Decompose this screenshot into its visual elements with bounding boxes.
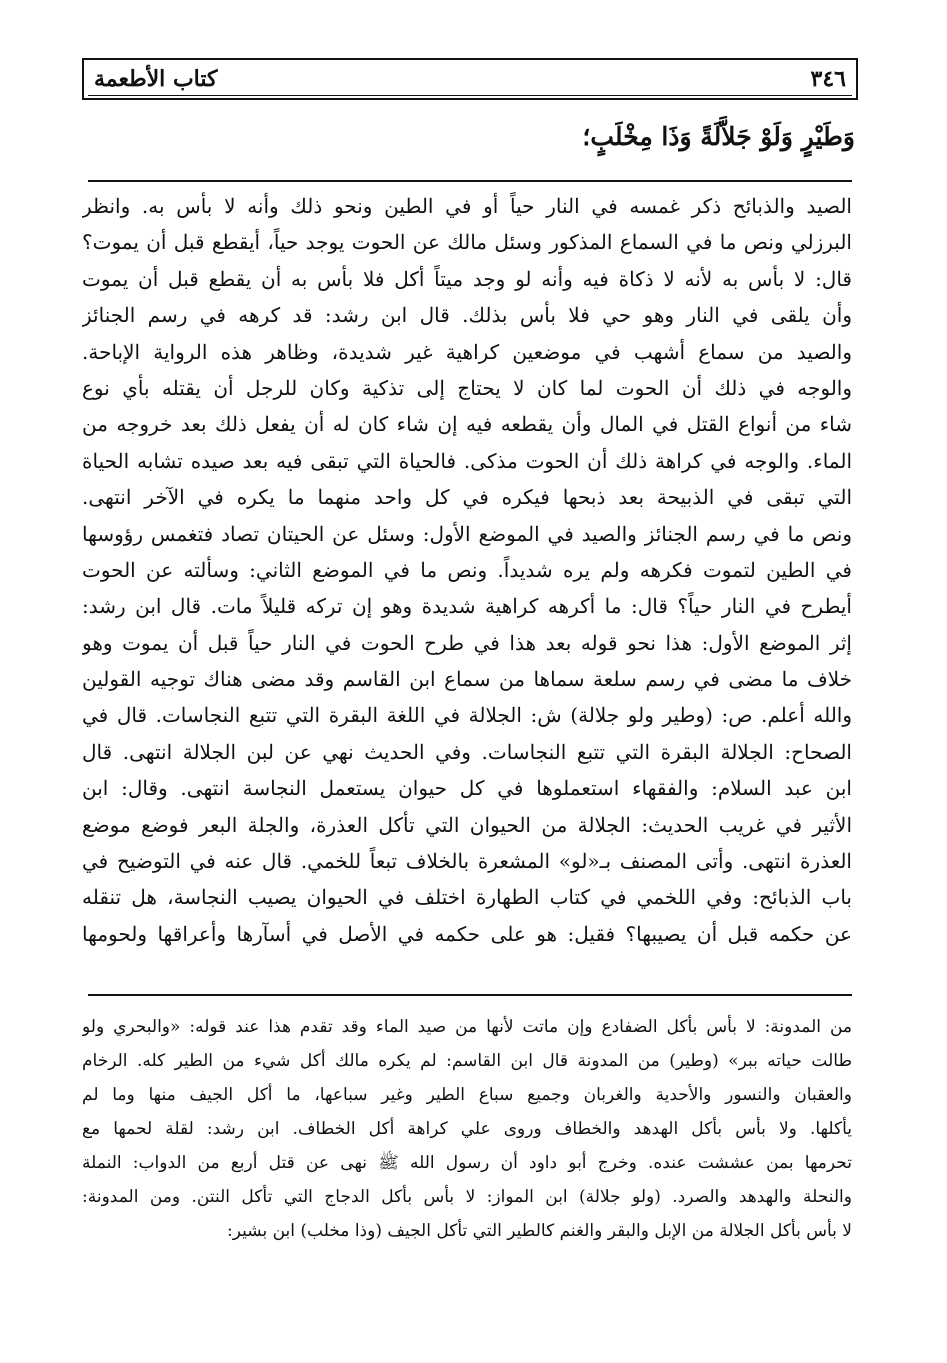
page-number: ٣٤٦ <box>810 65 846 92</box>
commentary-line: الأثير في غريب الحديث: الجلالة من الحيوان التي تأكل العذرة، والجلة البعر فوضع موضع <box>82 812 852 837</box>
footnote-line: والعقبان والنسور والأحدية والغربان وجميع سباع الطير وغير سباعها، ما أكل الجيف منها وما لم <box>82 1085 852 1105</box>
footnote-line: تحرمها بمن عششت عنده. وخرج أبو داود أن رسول الله ﷺ نهى عن قتل أربع من الدواب: النملة <box>82 1153 852 1173</box>
commentary-line: البرزلي ونص ما في السماع المذكور وسئل مالك عن الحوت يوجد حياً، أيقطع قبل أن يموت؟ <box>82 230 852 255</box>
commentary-line: باب الذبائح: وفي اللخمي في كتاب الطهارة اختلف في الحيوان يصيب النجاسة، هل تنقله <box>82 885 852 910</box>
commentary-line: قال: لا بأس به لأنه لا ذكاة فيه وأنه لو وجد ميتاً أكل فلا بأس به أن يقطع قبل أن يموت <box>82 266 852 291</box>
commentary-line: في الطين لتموت فكرهه ولم يره شديداً. ونص ما في الموضع الثاني: وسألته عن الحوت <box>82 557 852 582</box>
commentary-line: التي تبقى في الذبيحة بعد ذبحها فيكره في كل واحد منهما ما يكره في الآخر انتهى. <box>82 485 852 510</box>
commentary-line: خلاف ما مضى في رسم سلعة سماها من سماع ابن القاسم وقد مضى هناك توجيه القولين <box>82 667 852 692</box>
commentary-line: الصحاح: الجلالة البقرة التي تتبع النجاسات. وفي الحديث نهي عن لبن الجلالة انتهى. قال <box>82 739 852 764</box>
matn-verse: وَطَيْرٍ وَلَوْ جَلاَّلَةً وَذَا مِخْلَبٍ؛ <box>582 122 855 151</box>
commentary-line: وأن يلقى في النار وهو حي فلا بأس بذلك. قال ابن رشد: قد كرهه في رسم الجنائز <box>82 303 852 328</box>
footnote-line: والنحلة والهدهد والصرد. (ولو جلالة) ابن المواز: لا بأس بأكل الدجاج التي تأكل النتن. ومن المدونة: <box>82 1187 852 1207</box>
footnotes <box>82 1010 852 1310</box>
matn-divider <box>88 180 852 182</box>
footnote-line: يأكلها. ولا بأس بأكل الهدهد والخطاف وروى علي كراهة أكل الخطاف. ابن رشد: لقلة لحمها مع <box>82 1119 852 1139</box>
commentary-line: ونص ما في رسم الجنائز والصيد في الموضع الأول: وسئل عن الحيتان تصاد فتغمس رؤوسها <box>82 521 852 546</box>
commentary-line: شاء من أنواع القتل في المال وأن يقطعه فيه إن شاء كان له أن يفعل ذلك بعد خروجه من <box>82 412 852 437</box>
commentary-line: والوجه في ذلك أن الحوت لما كان لا يحتاج إلى تذكية وكان للرجل أن يقتله بأي نوع <box>82 375 852 400</box>
commentary-line: ابن عبد السلام: والفقهاء استعملوها في كل حيوان يستعمل النجاسة انتهى. وقال: ابن <box>82 776 852 801</box>
commentary-line: العذرة انتهى. وأتى المصنف بـ«لو» المشعرة بالخلاف تبعاً للخمي. قال عنه في التوضيح في <box>82 849 852 874</box>
commentary-line: والله أعلم. ص: (وطير ولو جلالة) ش: الجلالة في اللغة البقرة التي تتبع النجاسات. قال في <box>82 703 852 728</box>
footnote-line: من المدونة: لا بأس بأكل الضفادع وإن ماتت لأنها من صيد الماء وقد تقدم هذا عند قوله: «والبحري ولو <box>82 1017 852 1037</box>
commentary-line: إثر الموضع الأول: هذا نحو قوله بعد هذا في طرح الحوت في النار حياً قبل أن يموت وهو <box>82 630 852 655</box>
commentary-body <box>82 188 852 988</box>
commentary-line: أيطرح في النار حياً؟ قال: ما أكرهه كراهية شديدة وهو إن تركه قليلاً مات. قال ابن رشد: <box>82 594 852 619</box>
book-title: كتاب الأطعمة <box>94 65 218 92</box>
page-header <box>88 62 852 96</box>
footnote-line: لا بأس بأكل الجلالة من الإبل والبقر والغنم كالطير التي تأكل الجيف (وذا مخلب) ابن بشير: <box>227 1221 852 1241</box>
footnote-line: طالت حياته ببر» (وطير) من المدونة قال ابن القاسم: لم يكره مالك أكل شيء من الطير كله. الرخام <box>82 1051 852 1071</box>
commentary-line: الماء. والوجه في كراهة ذلك أن الحوت مذكى. فالحياة التي تبقى فيه بعد صيده تشابه الحياة <box>82 448 852 473</box>
commentary-line: والصيد من سماع أشهب في موضعين كراهية غير شديدة، وظاهر هذه الرواية الإباحة. <box>82 339 852 364</box>
footnote-divider <box>88 994 852 996</box>
commentary-line: الصيد والذبائح ذكر غمسه في النار حياً أو في الطين ونحو ذلك وأنه لا بأس به. وانظر <box>82 194 852 218</box>
commentary-line: عن حكمه قبل أن يصيبها؟ فقيل: هو على حكمه في الأصل في أسآرها وأعراقها ولحومها <box>82 921 852 946</box>
